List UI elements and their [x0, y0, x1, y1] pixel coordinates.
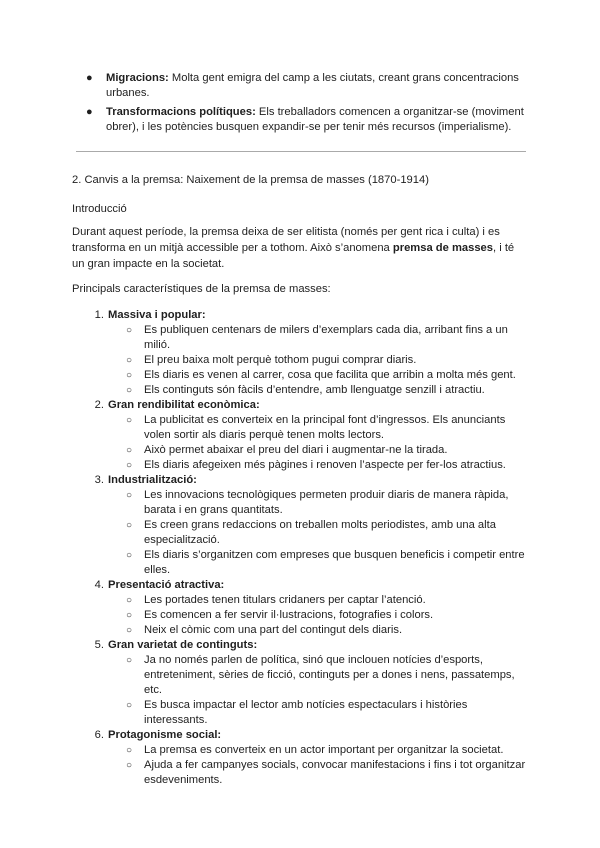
circle-bullet-icon: ○ — [126, 370, 133, 381]
sub-item-text: Ajuda a fer campanyes socials, convocar manifestacions i fins i tot organitzar esdeveniments. — [144, 759, 526, 786]
sub-item-text: Els continguts són fàcils d’entendre, amb llenguatge senzill i atractiu. — [144, 384, 485, 396]
top-bullet-list — [72, 71, 528, 139]
sub-list-item — [72, 458, 528, 473]
list-item — [72, 638, 528, 653]
sub-item-text: La publicitat es converteix en la principal font d’ingressos. Els anunciants volen sortir als diaris perquè tenen molts lectors. — [144, 414, 506, 441]
sub-item-text: Les portades tenen titulars cridaners per captar l’atenció. — [144, 594, 426, 606]
principal-title: Principals característiques de la premsa de masses: — [72, 283, 331, 295]
sub-list-item — [72, 353, 528, 368]
intro-title: Introducció — [72, 203, 127, 215]
sub-item-text: Es creen grans redaccions on treballen molts periodistes, amb una alta especialització. — [144, 519, 496, 546]
bullet-bold-label: Transformacions polítiques: — [106, 106, 256, 118]
sub-list-item — [72, 593, 528, 608]
bullet-bold-label: Migracions: — [106, 72, 169, 84]
circle-bullet-icon: ○ — [126, 415, 133, 426]
list-item — [72, 398, 528, 413]
bullet-text: Els treballadors comencen a organitzar-se (moviment obrer), i les potències busquen expandir-se per tenir més recursos (imperialisme). — [106, 106, 524, 133]
sub-list-item — [72, 548, 528, 578]
sub-list-item — [72, 608, 528, 623]
sub-list-item — [72, 383, 528, 398]
sub-item-text: Això permet abaixar el preu del diari i augmentar-ne la tirada. — [144, 444, 448, 456]
sub-list-item — [72, 518, 528, 548]
sub-list-item — [72, 623, 528, 638]
item-number: 1. — [94, 309, 104, 321]
circle-bullet-icon: ○ — [126, 460, 133, 471]
list-item — [72, 308, 528, 323]
intro-text-after: , i té un gran impacte en la societat. — [72, 242, 515, 270]
sub-list-item — [72, 653, 528, 698]
list-item — [72, 728, 528, 743]
circle-bullet-icon: ○ — [126, 655, 133, 666]
sub-list-item — [72, 758, 528, 788]
section-heading: 2. Canvis a la premsa: Naixement de la premsa de masses (1870-1914) — [72, 174, 429, 186]
list-item — [72, 578, 528, 593]
item-number: 2. — [94, 399, 104, 411]
item-number: 6. — [94, 729, 104, 741]
circle-bullet-icon: ○ — [126, 610, 133, 621]
sub-list-item — [72, 488, 528, 518]
circle-bullet-icon: ○ — [126, 625, 133, 636]
bullet-icon: ● — [86, 106, 93, 118]
circle-bullet-icon: ○ — [126, 745, 133, 756]
sub-list-item — [72, 413, 528, 443]
circle-bullet-icon: ○ — [126, 700, 133, 711]
numbered-list — [72, 308, 528, 788]
intro-bold-term: premsa de masses — [392, 242, 494, 254]
horizontal-divider — [76, 151, 526, 152]
bullet-icon: ● — [86, 72, 93, 84]
circle-bullet-icon: ○ — [126, 550, 133, 561]
circle-bullet-icon: ○ — [126, 355, 133, 366]
sub-list-item — [72, 743, 528, 758]
list-item — [72, 71, 528, 101]
bullet-text: Molta gent emigra del camp a les ciutats, creant grans concentracions urbanes. — [106, 72, 519, 99]
item-title: Massiva i popular: — [108, 309, 206, 321]
item-number: 5. — [94, 639, 104, 651]
sub-list-item — [72, 443, 528, 458]
sub-item-text: Els diaris afegeixen més pàgines i renoven l’aspecte per fer-los atractius. — [144, 459, 506, 471]
sub-item-text: Es busca impactar el lector amb notícies espectaculars i històries interessants. — [144, 699, 468, 726]
item-title: Presentació atractiva: — [108, 579, 225, 591]
item-title: Protagonisme social: — [108, 729, 222, 741]
circle-bullet-icon: ○ — [126, 445, 133, 456]
circle-bullet-icon: ○ — [126, 385, 133, 396]
sub-item-text: El preu baixa molt perquè tothom pugui comprar diaris. — [144, 354, 417, 366]
sub-item-text: Neix el còmic com una part del contingut dels diaris. — [144, 624, 403, 636]
intro-paragraph — [72, 224, 528, 272]
sub-item-text: Es publiquen centenars de milers d’exemplars cada dia, arribant fins a un milió. — [144, 324, 508, 351]
item-title: Gran varietat de continguts: — [108, 639, 258, 651]
circle-bullet-icon: ○ — [126, 325, 133, 336]
item-title: Gran rendibilitat econòmica: — [108, 399, 260, 411]
circle-bullet-icon: ○ — [126, 490, 133, 501]
item-title: Industrialització: — [108, 474, 197, 486]
sub-item-text: Es comencen a fer servir il·lustracions, fotografies i colors. — [144, 609, 434, 621]
sub-list-item — [72, 698, 528, 728]
circle-bullet-icon: ○ — [126, 520, 133, 531]
circle-bullet-icon: ○ — [126, 760, 133, 771]
sub-item-text: Les innovacions tecnològiques permeten produir diaris de manera ràpida, barata i en grans quantitats. — [144, 489, 509, 516]
list-item — [72, 473, 528, 488]
item-number: 4. — [94, 579, 104, 591]
sub-item-text: Els diaris es venen al carrer, cosa que facilita que arribin a molta més gent. — [144, 369, 516, 381]
sub-list-item — [72, 323, 528, 353]
intro-text-before: Durant aquest període, la premsa deixa de ser elitista (només per gent rica i culta) i es transforma en un mitjà accessible per a tothom. Això s’anomena — [72, 226, 500, 254]
circle-bullet-icon: ○ — [126, 595, 133, 606]
sub-item-text: Ja no només parlen de política, sinó que inclouen notícies d’esports, entreteniment, sèries de ficció, continguts per a dones i nens, passatemps, etc. — [144, 654, 515, 696]
sub-item-text: Els diaris s’organitzen com empreses que busquen beneficis i competir entre elles. — [144, 549, 525, 576]
list-item — [72, 105, 528, 135]
sub-item-text: La premsa es converteix en un actor important per organitzar la societat. — [144, 744, 504, 756]
item-number: 3. — [94, 474, 104, 486]
sub-list-item — [72, 368, 528, 383]
